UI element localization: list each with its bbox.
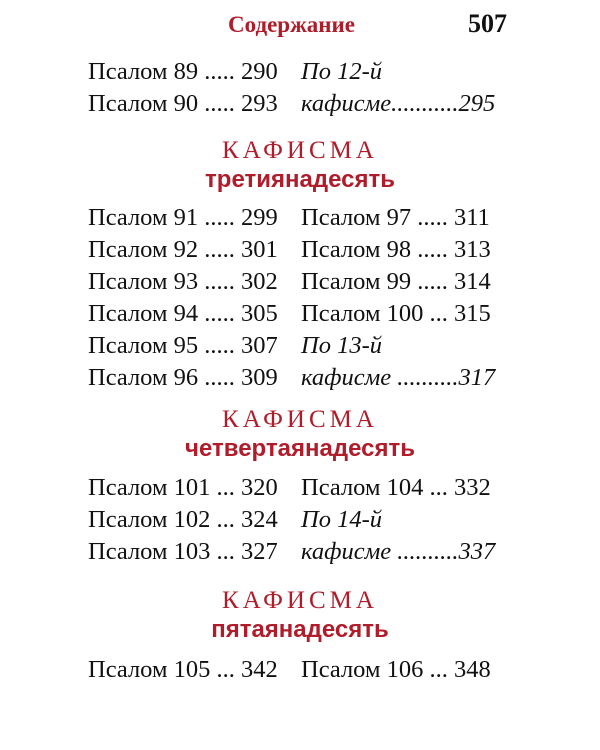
toc-row	[88, 202, 518, 234]
page-title: Содержание	[228, 12, 355, 37]
toc-row	[88, 472, 518, 504]
toc-row	[88, 298, 518, 330]
toc-row	[88, 362, 518, 394]
toc-entry[interactable]: Псалом 103 ... 327	[88, 538, 278, 565]
toc-entry[interactable]: Псалом 104 ... 332	[301, 474, 491, 501]
toc-row	[88, 88, 518, 120]
toc-entry[interactable]: Псалом 99 ..... 314	[301, 268, 491, 295]
toc-entry[interactable]: Псалом 93 ..... 302	[88, 268, 278, 295]
toc-entry[interactable]: Псалом 97 ..... 311	[301, 204, 490, 231]
toc-entry[interactable]: Псалом 90 ..... 293	[88, 90, 278, 117]
kathisma-15-heading	[0, 586, 600, 644]
toc-entry-kathisma-note[interactable]: кафисме...........295	[301, 90, 496, 117]
toc-entry[interactable]: Псалом 102 ... 324	[88, 506, 278, 533]
toc-entry[interactable]: Псалом 91 ..... 299	[88, 204, 278, 231]
toc-entry[interactable]: Псалом 89 ..... 290	[88, 58, 278, 85]
kathisma-subheading: четвертаянадесять	[185, 435, 415, 462]
kathisma-13-heading	[0, 136, 600, 194]
toc-entry[interactable]: Псалом 94 ..... 305	[88, 300, 278, 327]
toc-entry[interactable]: Псалом 105 ... 342	[88, 656, 278, 683]
toc-row	[88, 504, 518, 536]
toc-entry[interactable]: Псалом 98 ..... 313	[301, 236, 491, 263]
toc-entry[interactable]: Псалом 96 ..... 309	[88, 364, 278, 391]
toc-entry[interactable]: Псалом 92 ..... 301	[88, 236, 278, 263]
kathisma-subheading: третиянадесять	[205, 166, 395, 193]
toc-row	[88, 536, 518, 568]
toc-entry[interactable]: Псалом 106 ... 348	[301, 656, 491, 683]
page-header	[0, 8, 600, 42]
kathisma-heading: КАФИСМА	[222, 137, 378, 164]
kathisma-subheading: пятаянадесять	[211, 616, 389, 643]
kathisma-heading: КАФИСМА	[222, 406, 378, 433]
toc-section-1	[88, 202, 518, 394]
toc-row	[88, 654, 518, 686]
toc-row	[88, 234, 518, 266]
toc-row	[88, 330, 518, 362]
toc-entry-kathisma-note[interactable]: кафисме ..........337	[301, 538, 496, 565]
toc-entry-kathisma-note[interactable]: кафисме ..........317	[301, 364, 496, 391]
toc-row	[88, 56, 518, 88]
toc-section-0	[88, 56, 518, 120]
toc-entry[interactable]: Псалом 95 ..... 307	[88, 332, 278, 359]
toc-entry-kathisma-note: По 12-й	[301, 58, 382, 85]
toc-section-2	[88, 472, 518, 568]
toc-entry[interactable]: Псалом 100 ... 315	[301, 300, 491, 327]
toc-entry-kathisma-note: По 14-й	[301, 506, 382, 533]
toc-entry-kathisma-note: По 13-й	[301, 332, 382, 359]
toc-section-3	[88, 654, 518, 686]
toc-row	[88, 266, 518, 298]
page-number: 507	[468, 9, 507, 38]
kathisma-heading: КАФИСМА	[222, 587, 378, 614]
toc-entry[interactable]: Псалом 101 ... 320	[88, 474, 278, 501]
kathisma-14-heading	[0, 405, 600, 463]
